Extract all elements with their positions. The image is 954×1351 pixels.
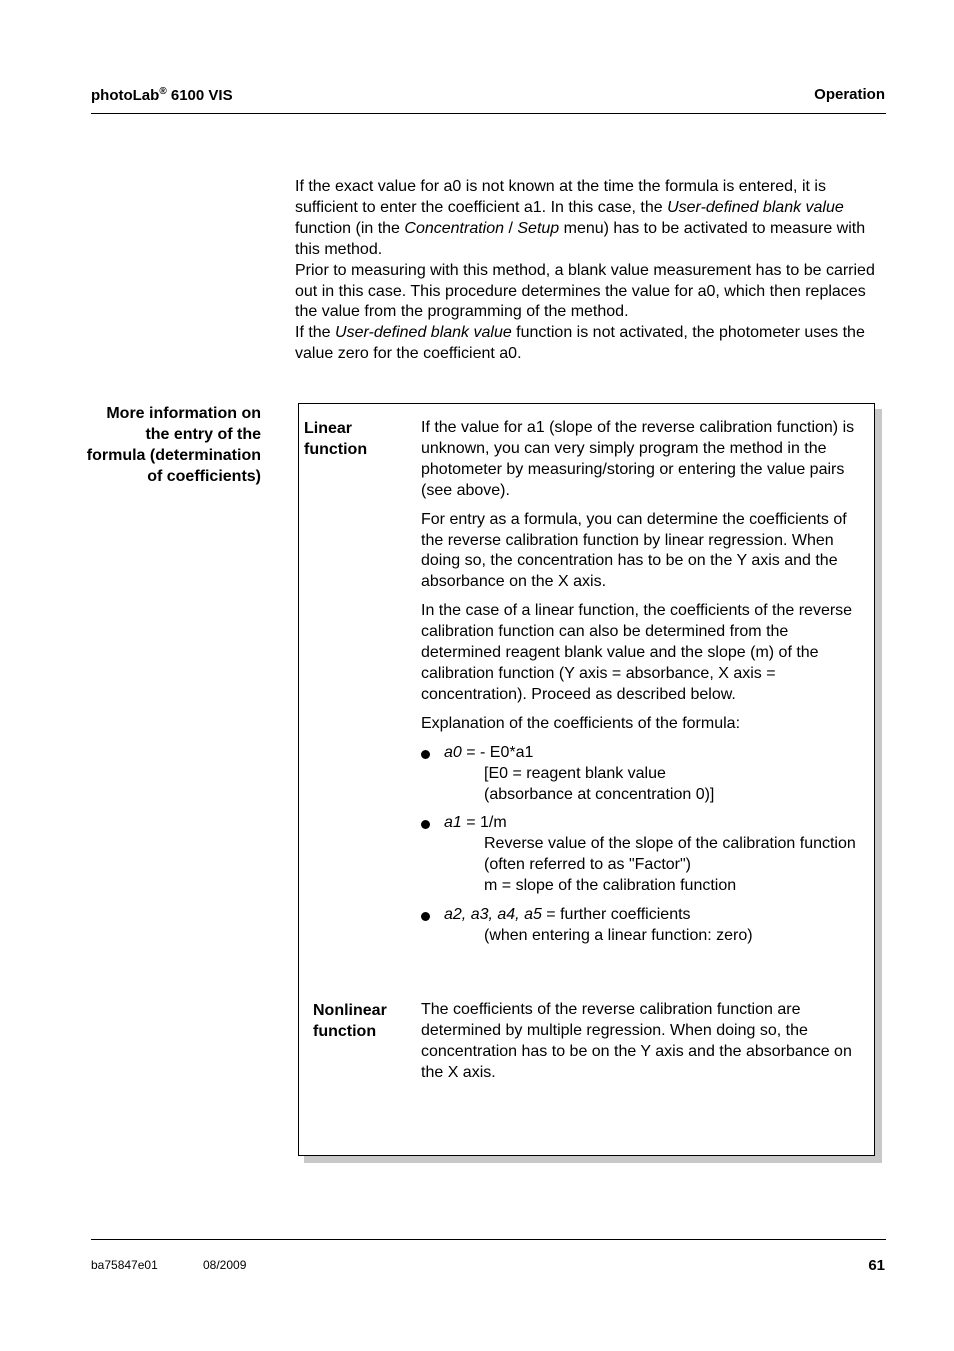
footer-date: 08/2009 [203,1258,247,1272]
linear-function-description [421,418,871,955]
emphasis-function-name: User-defined blank value [667,198,844,216]
page-number: 61 [868,1257,885,1274]
coefficient-name: a0 [444,743,462,761]
emphasis-menu-name: Concentration [404,219,505,237]
bullet-detail: Reverse value of the slope of the calibration function [484,835,856,853]
nonlinear-function-description [421,1000,871,1092]
bullet-detail: [E0 = reagent blank value [484,764,666,782]
coefficient-formula: = further coefficients [541,906,691,924]
linear-paragraph-1: If the value for a1 (slope of the reverse calibration function) is unknown, you can very simply program the method in the photometer by measuring/storing or entering the value pairs (see above). [421,419,855,499]
linear-paragraph-3: In the case of a linear function, the coefficients of the reverse calibration function can also be determined from the determined reagent blank value and the slope (m) of the calibration function (Y axis = absorbance, X axis = concentration). Proceed as described below. [421,602,853,703]
intro-paragraph-3 [295,323,887,365]
text-run: / [504,219,518,237]
term-line: function [313,1023,377,1040]
coefficient-name: a2, a3, a4, a5 [444,906,542,924]
text-run: If the [295,324,336,342]
coefficient-bullet-a1 [421,813,871,897]
registered-mark: ® [159,86,167,97]
header-section-title: Operation [814,86,885,103]
emphasis-menu-name: Setup [517,219,560,237]
linear-paragraph-2: For entry as a formula, you can determine the coefficients of the reverse calibration function by linear regression. When doing so, the concentration has to be on the Y axis and the absorbance on the X axis. [421,510,847,591]
bullet-detail: (often referred to as "Factor") [484,856,691,874]
coefficient-bullet-a2-a5 [421,905,871,947]
side-heading: More information on the entry of the formula (determination of coefficients) [86,405,261,485]
intro-paragraph-2: Prior to measuring with this method, a blank value measurement has to be carried out in this case. This procedure determines the value for a0, which then replaces the value from the programming of the method. [295,261,875,321]
bullet-dot-icon [421,912,430,921]
linear-paragraph-4: Explanation of the coefficients of the formula: [421,714,741,732]
intro-text [295,177,887,365]
coefficient-formula: = - E0*a1 [461,743,534,761]
product-model: 6100 VIS [166,87,233,104]
text-run: function is not activated, the photometer uses the value zero for the coefficient a0. [295,324,865,363]
nonlinear-paragraph-1: The coefficients of the reverse calibration function are determined by multiple regression. When doing so, the concentration has to be on the Y axis and the absorbance on the X axis. [421,1001,852,1081]
term-nonlinear-function [313,1000,387,1042]
text-run: If the exact value for a0 is not known at the time the formula is entered, it is sufficient to enter the coefficient a1. In this case, the [295,178,826,216]
intro-paragraph-1 [295,177,887,261]
coefficient-formula: = 1/m [461,814,507,832]
text-run: menu) has to be activated to measure with this method. [295,219,866,258]
emphasis-function-name: User-defined blank value [335,324,512,342]
term-line: Linear [304,420,353,437]
text-run: function (in the [295,219,405,237]
term-line: function [304,441,368,458]
bullet-lead [444,813,871,834]
header-product-title [91,86,233,104]
footer-document-id: ba75847e01 [91,1258,158,1272]
bullet-detail: (absorbance at concentration 0)] [484,785,715,803]
term-line: Nonlinear [313,1002,387,1019]
info-box [298,403,875,1156]
bullet-dot-icon [421,820,430,829]
bullet-detail: (when entering a linear function: zero) [484,926,753,944]
bullet-dot-icon [421,750,430,759]
term-linear-function [304,418,367,460]
footer-divider [91,1239,886,1240]
coefficient-bullet-a0 [421,743,871,806]
coefficient-name: a1 [444,814,462,832]
bullet-lead [444,743,871,764]
product-name: photoLab [91,87,160,104]
bullet-detail: m = slope of the calibration function [484,877,737,895]
bullet-lead [444,905,871,926]
header-divider [91,113,886,114]
